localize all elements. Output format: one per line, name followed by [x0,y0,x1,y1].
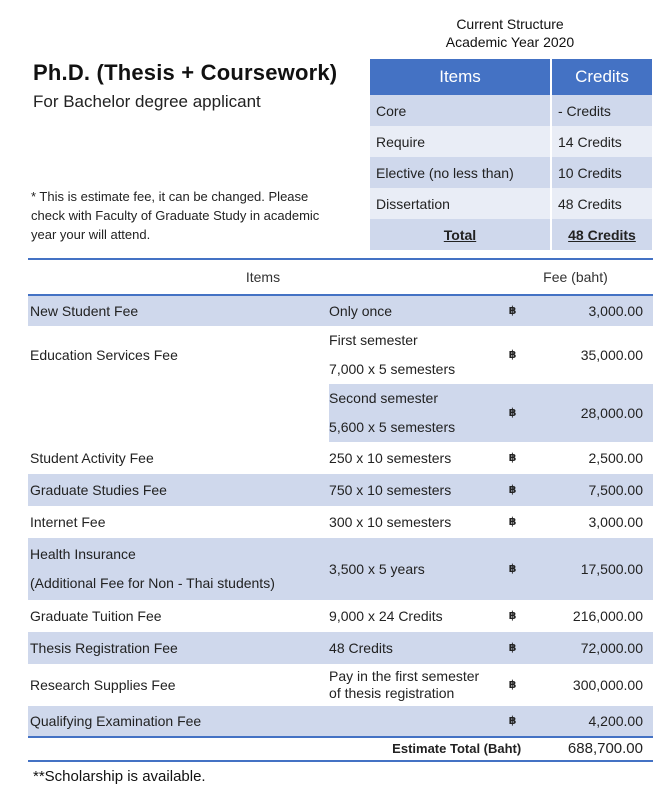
fee-desc: 3,500 x 5 years [329,538,498,600]
currency-icon: ฿ [508,348,517,361]
fee-desc-line2: 5,600 x 5 semesters [329,419,456,435]
credits-col-items: Items [370,59,551,95]
currency-icon: ฿ [498,706,527,737]
structure-heading-line1: Current Structure [456,16,564,32]
fee-item: Graduate Studies Fee [28,474,329,506]
fee-desc-line2: of thesis registration [329,685,455,701]
currency-icon: ฿ [508,451,517,464]
credits-value: 10 Credits [551,157,652,188]
fee-amount: 2,500.00 [588,449,643,466]
credits-value: 14 Credits [551,126,652,157]
table-row [28,295,653,326]
scholarship-note: **Scholarship is available. [33,768,206,785]
fee-desc [329,706,498,737]
fee-desc-line1: First semester [329,332,418,348]
currency-icon: ฿ [498,295,527,326]
table-row [28,474,653,506]
fee-item: Thesis Registration Fee [28,632,329,664]
currency-icon: ฿ [508,678,517,691]
currency-icon: ฿ [498,474,527,506]
fee-total-row [28,737,653,761]
fee-item: Student Activity Fee [30,449,154,466]
fee-desc: 250 x 10 semesters [329,449,452,466]
credits-table [370,59,652,250]
table-row [28,600,653,632]
fee-amount: 35,000.00 [580,346,643,363]
fee-desc: Only once [329,295,498,326]
fee-item: New Student Fee [28,295,329,326]
fee-amount: 72,000.00 [527,632,653,664]
fee-desc-line2: 7,000 x 5 semesters [329,361,456,377]
fee-amount: 300,000.00 [572,676,643,693]
table-row [28,538,653,600]
fee-item: Research Supplies Fee [30,676,176,693]
currency-icon: ฿ [498,538,527,600]
credits-row [370,126,652,157]
fee-total-spacer [28,737,329,761]
fee-item: Graduate Tuition Fee [30,607,162,624]
page-subtitle: For Bachelor degree applicant [33,92,261,111]
credits-value: - Credits [551,95,652,126]
fee-item-line2: (Additional Fee for Non - Thai students) [30,575,275,591]
structure-heading-line2: Academic Year 2020 [445,34,575,50]
fee-item: Internet Fee [30,513,106,530]
currency-icon: ฿ [508,609,517,622]
credits-col-credits: Credits [551,59,652,95]
credits-total-label: Total [370,219,551,250]
fee-desc-line1: Pay in the first semester [329,668,480,684]
currency-icon: ฿ [498,632,527,664]
credits-item: Require [370,126,551,157]
table-row [28,506,653,538]
credits-value: 48 Credits [551,188,652,219]
table-row [28,384,653,442]
fee-amount: 3,000.00 [588,513,643,530]
table-row [28,706,653,737]
fee-item [28,538,329,600]
fee-item: Qualifying Examination Fee [28,706,329,737]
fee-desc [329,664,498,706]
fee-desc [329,384,498,442]
fee-table [28,258,653,762]
fee-item [28,384,329,442]
fee-item-line1: Health Insurance [30,546,136,562]
credits-total-value: 48 Credits [551,219,652,250]
structure-heading [370,15,650,51]
estimate-note: * This is estimate fee, it can be changed. Please check with Faculty of Graduate Study in academic year your will attend. [31,189,320,242]
currency-icon: ฿ [508,515,517,528]
table-row [28,442,653,474]
credits-item: Elective (no less than) [370,157,551,188]
credits-row [370,95,652,126]
credits-item: Core [370,95,551,126]
credits-item: Dissertation [370,188,551,219]
fee-desc: 48 Credits [329,632,498,664]
fee-desc: 9,000 x 24 Credits [329,607,443,624]
fee-desc: 750 x 10 semesters [329,474,498,506]
fee-desc-line1: Second semester [329,390,438,406]
page-title: Ph.D. (Thesis + Coursework) [33,60,338,85]
fee-amount: 4,200.00 [527,706,653,737]
credits-total-row [370,219,652,250]
table-row [28,326,653,384]
fee-amount: 3,000.00 [527,295,653,326]
credits-row [370,157,652,188]
fee-desc: 300 x 10 semesters [329,513,452,530]
fee-col-items: Items [28,259,498,295]
fee-total-label: Estimate Total (Baht) [329,737,527,761]
fee-amount: 17,500.00 [527,538,653,600]
fee-amount: 216,000.00 [572,607,643,624]
fee-col-fee: Fee (baht) [498,259,653,295]
fee-item: Education Services Fee [30,346,178,363]
table-row [28,632,653,664]
fee-total-value: 688,700.00 [527,737,653,761]
fee-amount: 7,500.00 [527,474,653,506]
currency-icon: ฿ [498,384,527,442]
fee-amount: 28,000.00 [527,384,653,442]
fee-desc [329,326,498,384]
table-row [28,664,653,706]
credits-row [370,188,652,219]
